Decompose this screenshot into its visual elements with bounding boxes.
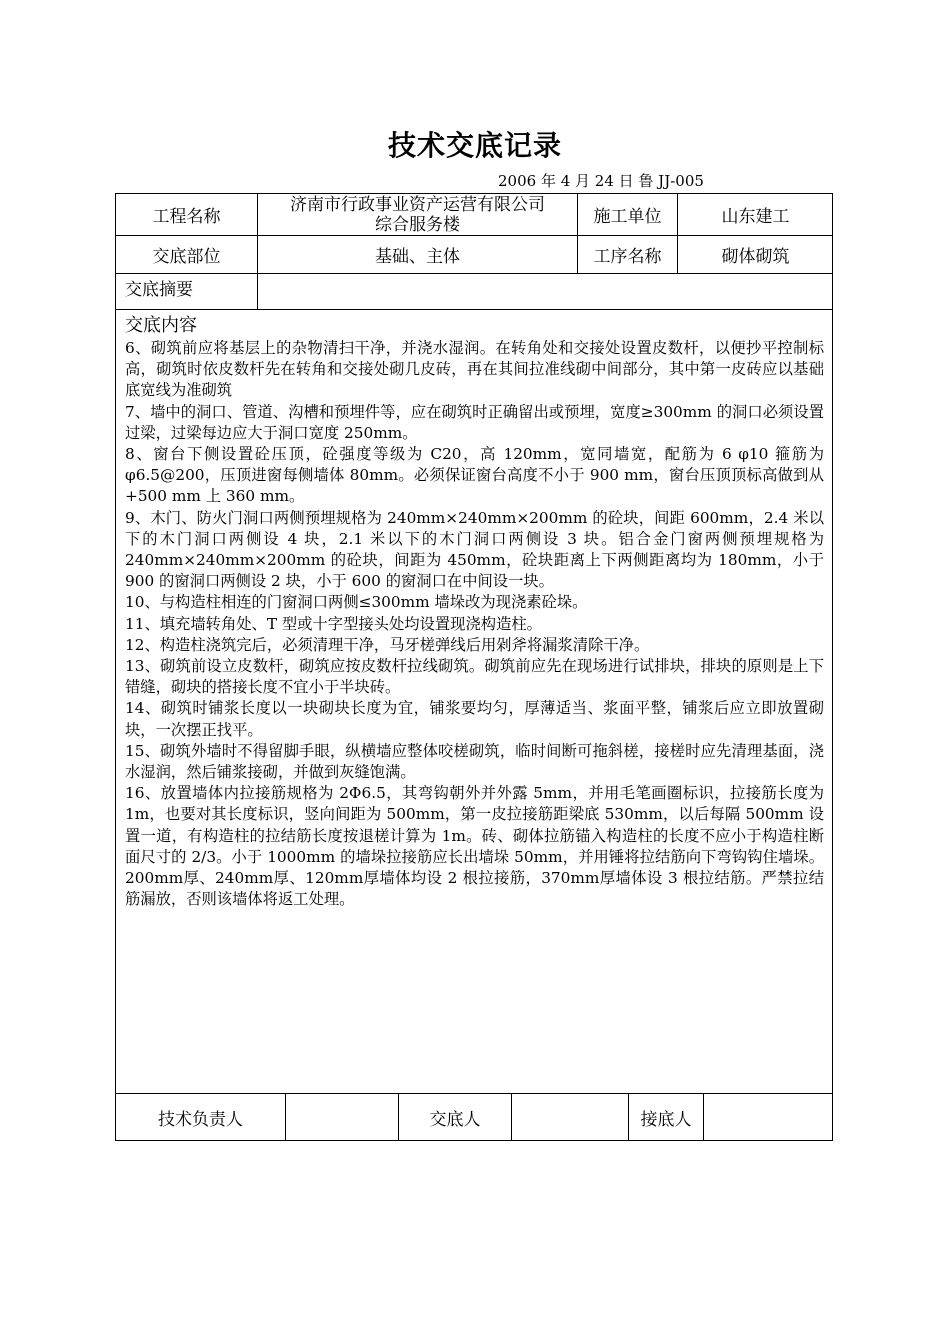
content-item-6: 6、砌筑前应将基层上的杂物清扫干净，并浇水湿润。在转角处和交接处设置皮数杆，以便抄平控制标高，砌筑时依皮数杆先在转角和交接处砌几皮砖，再在其间拉准线砌中间部分，其中第一皮砖应以基础底宽线为准砌筑 bbox=[125, 339, 824, 400]
project-name-line2: 综合服务楼 bbox=[375, 214, 460, 235]
content-item-15: 15、砌筑外墙时不得留脚手眼，纵横墙应整体咬槎砌筑，临时间断可拖斜槎，接槎时应先清理基面，浇水湿润，然后铺浆接砌，并做到灰缝饱满。 bbox=[125, 741, 824, 782]
disclosure-form bbox=[115, 193, 833, 1141]
project-name-value bbox=[258, 194, 578, 235]
receiver-label: 接底人 bbox=[629, 1094, 704, 1140]
discloser-label: 交底人 bbox=[399, 1094, 512, 1140]
construction-unit-value: 山东建工 bbox=[721, 207, 790, 227]
receiver-signature bbox=[704, 1094, 833, 1140]
discloser-signature bbox=[512, 1094, 629, 1140]
project-row bbox=[116, 194, 832, 236]
content-item-11: 11、填充墙转角处、T 型或十字型接头处均设置现浇构造柱。 bbox=[125, 614, 542, 633]
process-name-label: 工序名称 bbox=[578, 236, 678, 273]
content-item-12: 12、构造柱浇筑完后，必须清理干净，马牙槎弹线后用剁斧将漏浆清除干净。 bbox=[125, 635, 650, 654]
disclosure-part-row bbox=[116, 236, 832, 274]
content-item-10: 10、与构造柱相连的门窗洞口两侧≤300mm 墙垛改为现浇素砼垛。 bbox=[125, 593, 588, 612]
process-name-value: 砌体砌筑 bbox=[721, 247, 790, 267]
date-and-code: 2006 年 4 月 24 日 鲁 JJ-005 bbox=[498, 172, 704, 190]
tech-lead-signature bbox=[286, 1094, 399, 1140]
content-item-9: 9、木门、防火门洞口两侧预埋规格为 240mm×240mm×200mm 的砼块，间距 600mm，2.4 米以下的木门洞口两侧设 4 块，2.1 米以下的木门洞口两侧设 3 块。铝合金门窗两侧预埋规格为 240mm×240mm×200mm 的砼块，间距为 450mm，砼块距离上下两侧距离均为 180mm，小于 900 的窗洞口两侧设 2 块，小于 600 的窗洞口在中间设一块。 bbox=[125, 508, 824, 591]
content-item-14: 14、砌筑时铺浆长度以一块砌块长度为宜，铺浆要均匀，厚薄适当、浆面平整，铺浆后应立即放置砌块，一次摆正找平。 bbox=[125, 699, 824, 739]
tech-lead-label: 技术负责人 bbox=[116, 1094, 286, 1140]
content-item-8: 8、窗台下侧设置砼压顶，砼强度等级为 C20，高 120mm，宽同墙宽，配筋为 6 φ10 箍筋为 φ6.5@200，压顶进窗每侧墙体 80mm。必须保证窗台高度不小于 900 mm，窗台压顶顶标高做到从+500 mm 上 360 mm。 bbox=[125, 445, 824, 506]
summary-label: 交底摘要 bbox=[116, 274, 258, 309]
content-item-13: 13、砌筑前设立皮数杆，砌筑应按皮数杆拉线砌筑。砌筑前应先在现场进行试排块，排块的原则是上下错缝，砌块的搭接长度不宜小于半块砖。 bbox=[125, 657, 824, 697]
summary-value bbox=[258, 274, 833, 309]
disclosure-part-value: 基础、主体 bbox=[258, 236, 578, 273]
signature-row bbox=[116, 1094, 832, 1140]
construction-unit-label: 施工单位 bbox=[578, 194, 678, 235]
content-item-7: 7、墙中的洞口、管道、沟槽和预埋件等，应在砌筑时正确留出或预埋，宽度≥300mm 的洞口必须设置过梁，过梁每边应大于洞口宽度 250mm。 bbox=[125, 402, 824, 442]
disclosure-content bbox=[116, 310, 832, 1094]
disclosure-part-label: 交底部位 bbox=[116, 236, 258, 273]
content-label: 交底内容 bbox=[125, 315, 197, 336]
document-title: 技术交底记录 bbox=[387, 129, 562, 162]
project-name-line1: 济南市行政事业资产运营有限公司 bbox=[290, 194, 545, 215]
project-name-label: 工程名称 bbox=[116, 194, 258, 235]
content-item-16: 16、放置墙体内拉接筋规格为 2Φ6.5，其弯钩朝外并外露 5mm，并用毛笔画圈标识，拉接筋长度为 1m，也要对其长度标识，竖向间距为 500mm，第一皮拉接筋距梁底 530mm，以后每隔 500mm 设置一道，有构造柱的拉结筋长度按退槎计算为 1m。砖、砌体拉筋锚入构造柱的长度不应小于构造柱断面尺寸的 2/3。小于 1000mm 的墙垛拉接筋应长出墙垛 50mm，并用锤将拉结筋向下弯钩钩住墙垛。200mm厚、240mm厚、120mm厚墙体均设 2 根拉接筋，370mm厚墙体设 3 根拉结筋。严禁拉结筋漏放，否则该墙体将返工处理。 bbox=[125, 784, 824, 909]
summary-row bbox=[116, 274, 832, 310]
